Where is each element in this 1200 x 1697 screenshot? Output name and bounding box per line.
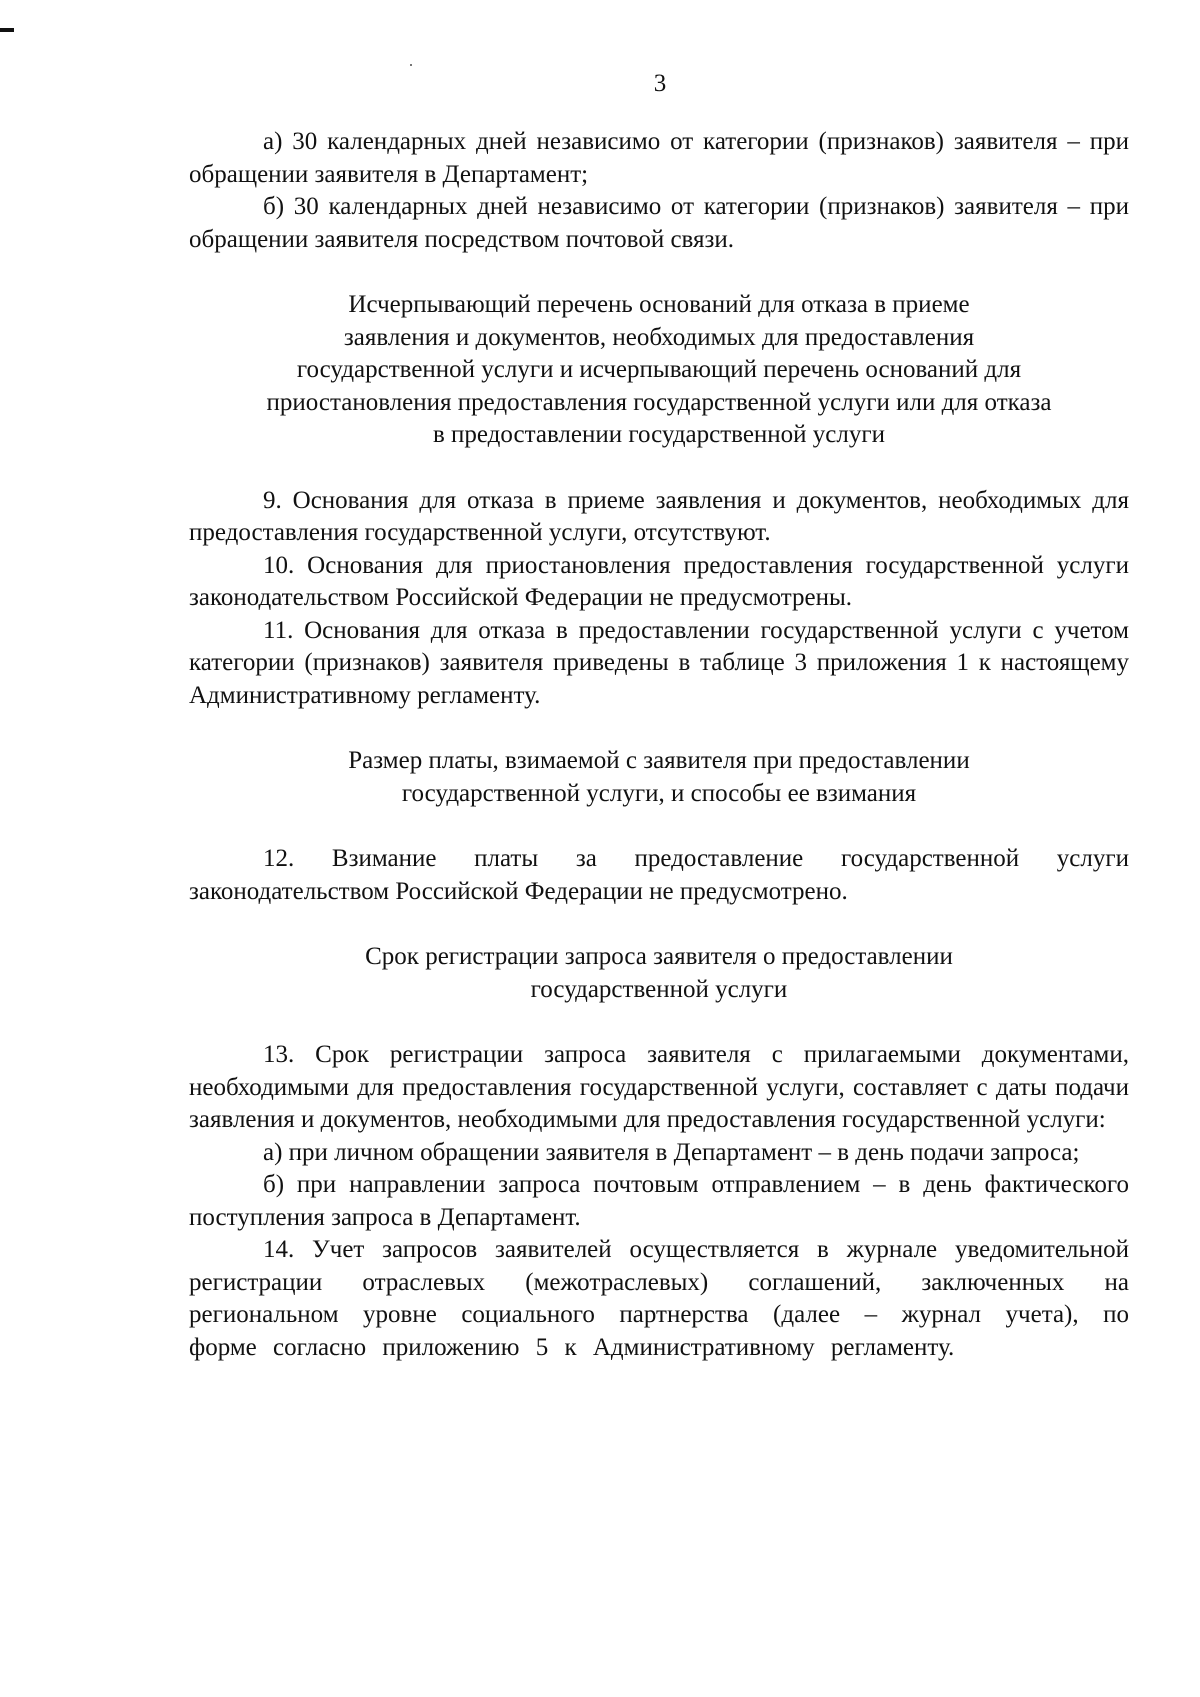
spacer: [189, 810, 1129, 843]
section-heading-registration-term: [189, 941, 1129, 1006]
heading-line: государственной услуги, и способы ее взимания: [401, 779, 917, 807]
spacer: [189, 256, 1129, 289]
heading-line: Срок регистрации запроса заявителя о предоставлении: [365, 943, 953, 970]
heading-line: государственной услуги и исчерпывающий перечень оснований для: [296, 356, 1022, 383]
scan-edge-mark: [0, 28, 14, 32]
heading-line: приостановления предоставления государственной услуги или для отказа: [266, 388, 1052, 416]
paragraph-11: 11. Основания для отказа в предоставлении государственной услуги с учетом категории (признаков) заявителя приведены в таблице 3 приложения 1 к настоящему Административному регламенту.: [189, 616, 1129, 709]
section-heading-fee: [189, 745, 1129, 810]
scan-speck: [410, 64, 412, 66]
section-heading-refusal-grounds: [189, 289, 1129, 452]
heading-line: Исчерпывающий перечень оснований для отказа в приеме: [348, 291, 970, 318]
document-body: [189, 126, 1129, 1364]
paragraph-13-a: а) при личном обращении заявителя в Департамент – в день подачи запроса;: [263, 1138, 1080, 1166]
paragraph-14: 14. Учет запросов заявителей осуществляется в журнале уведомительной регистрации отраслевых (межотраслевых) соглашений, заключенных на региональном уровне социального партнерства (далее – журнал учета), по форме согласно приложению 5 к Административному регламенту.: [189, 1236, 1129, 1361]
heading-line: государственной услуги: [530, 975, 788, 1003]
spacer: [189, 908, 1129, 941]
paragraph-10: 10. Основания для приостановления предоставления государственной услуги законодательством Российской Федерации не предусмотрены.: [189, 551, 1129, 611]
page-number: 3: [653, 70, 667, 97]
paragraph-13: 13. Срок регистрации запроса заявителя с прилагаемыми документами, необходимыми для предоставления государственной услуги, составляет с даты подачи заявления и документов, необходимыми для предоставления государственной услуги:: [189, 1041, 1129, 1133]
paragraph-a: а) 30 календарных дней независимо от категории (признаков) заявителя – при обращении заявителя в Департамент;: [189, 128, 1129, 188]
spacer: [189, 452, 1129, 485]
heading-line: Размер платы, взимаемой с заявителя при предоставлении: [348, 747, 970, 774]
spacer: [189, 1006, 1129, 1039]
paragraph-9: 9. Основания для отказа в приеме заявления и документов, необходимых для предоставления государственной услуги, отсутствуют.: [189, 486, 1129, 546]
heading-line: заявления и документов, необходимых для предоставления: [343, 323, 975, 351]
paragraph-13-b: б) при направлении запроса почтовым отправлением – в день фактического поступления запроса в Департамент.: [189, 1171, 1129, 1231]
paragraph-b: б) 30 календарных дней независимо от категории (признаков) заявителя – при обращении заявителя посредством почтовой связи.: [189, 193, 1129, 253]
paragraph-12: 12. Взимание платы за предоставление государственной услуги законодательством Российской Федерации не предусмотрено.: [189, 845, 1129, 905]
heading-line: в предоставлении государственной услуги: [432, 421, 886, 448]
spacer: [189, 712, 1129, 745]
